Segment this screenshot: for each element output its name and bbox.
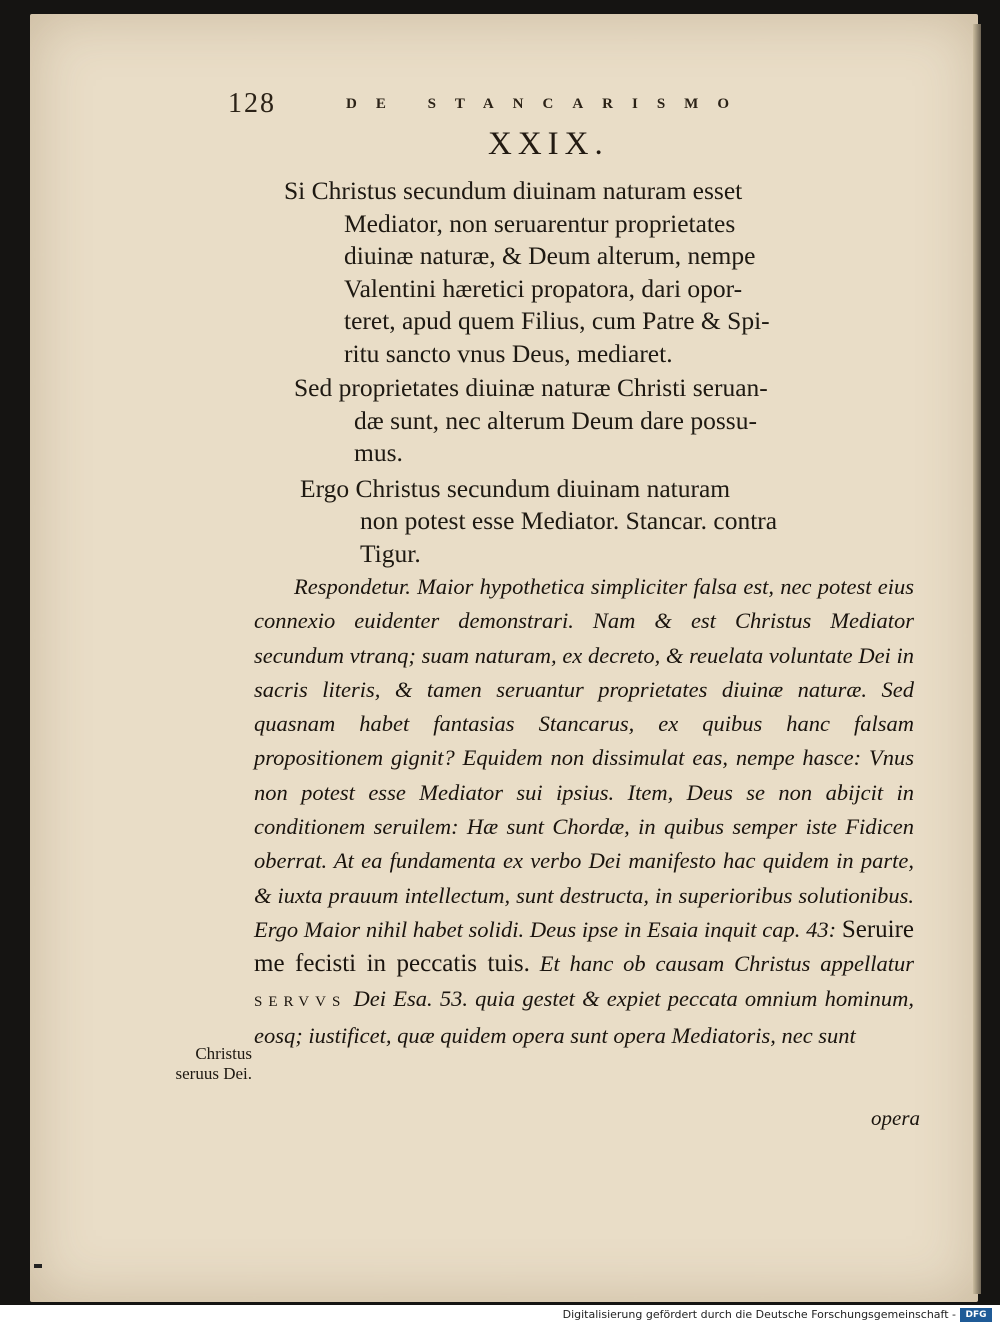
section-number: XXIX. [488,126,609,162]
minor-premise-line: dæ sunt, nec alterum Deum dare possu- [354,405,757,435]
minor-premise-line: Sed proprietates diuinæ naturæ Christi seruan- [294,373,768,402]
conclusion-line: Tigur. [360,538,421,568]
page-edge [973,24,981,1294]
footer-bar [0,1305,1000,1325]
margin-note-line: Christus [195,1044,252,1063]
dfg-logo: DFG [960,1308,992,1322]
catchword: opera [871,1106,920,1130]
major-premise-line: Valentini hæretici propatora, dari opor- [344,273,743,303]
major-premise-line: teret, apud quem Filius, cum Patre & Spi- [344,306,770,335]
minor-premise [284,372,844,470]
conclusion-line: Ergo Christus secundum diuinam naturam [300,473,731,503]
major-premise-line: ritu sancto vnus Deus, mediaret. [344,338,673,368]
major-premise-line: Si Christus secundum diuinam naturam esset [284,176,743,205]
page-mark [34,1264,42,1268]
syllogism [284,175,844,572]
servus-caps: SERVVS [254,993,347,1010]
margin-note-line: seruus Dei. [175,1064,252,1083]
response-text: Et hanc ob causam Christus appellatur [539,951,915,977]
major-premise-line: diuinæ naturæ, & Deum alterum, nempe [344,241,756,270]
page-number: 128 [228,88,276,119]
funding-credit: Digitalisierung gefördert durch die Deutsche Forschungsgemeinschaft - [562,1308,956,1321]
running-head: DE STANCARISMO [346,96,748,112]
scripture-quote: Seruire me fecisti in peccatis tuis. [254,915,915,978]
response-paragraph [254,570,914,1053]
conclusion [284,473,844,571]
major-premise-line: Mediator, non seruarentur proprietates [344,208,736,238]
response-text: Respondetur. Maior hypothetica simpliciter falsa est, nec potest eius connexio euidenter demonstrari. Nam & est Christus Mediator secundum vtranq; suam naturam, ex decreto, & reuelata voluntate Dei in sacris literis, & tamen seruantur proprietates diuinæ naturæ. Sed quasnam habet fantasias Stancarus, ex quibus hanc falsam propositionem gignit? Equidem non dissimulat eas, nempe hasce: Vnus non potest esse Mediator sui ipsius. Item, Deus se non abijcit in conditionem seruilem: Hæ sunt Chordæ, in quibus semper iste Fidicen oberrat. At ea fundamenta ex verbo Dei manifesto hac quidem in parte, & iuxta prauum intellectum, sunt destructa, in superioribus solutionibus. Ergo Maior nihil habet solidi. Deus ipse in Esaia inquit cap. 43: [254,574,914,942]
conclusion-line: non potest esse Mediator. Stancar. contra [360,506,778,535]
margin-note [137,1044,252,1084]
minor-premise-line: mus. [354,438,403,467]
response-text: Dei Esa. 53. quia gestet & expiet peccata omnium hominum, eosq; iustificet, quæ quidem opera sunt opera Mediatoris, nec sunt [254,985,914,1048]
major-premise [284,175,844,370]
